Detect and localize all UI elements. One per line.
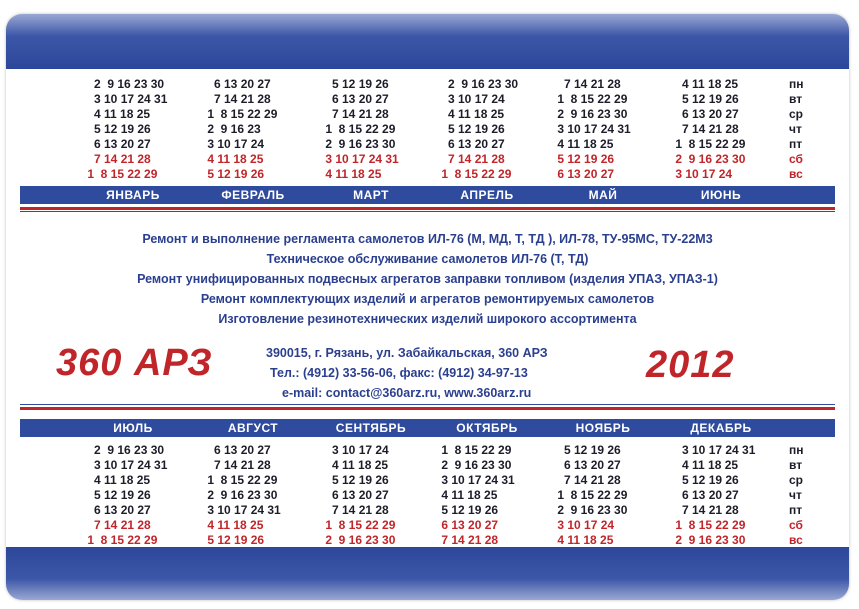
week-row: 4 11 18 25 bbox=[438, 488, 498, 502]
week-row: 2 9 16 23 30 bbox=[84, 77, 165, 91]
month-names-bar-top bbox=[20, 186, 835, 204]
week-row: 5 12 19 26 bbox=[84, 488, 151, 502]
week-row: 3 10 17 24 bbox=[438, 92, 505, 106]
red-stripe bbox=[20, 407, 835, 410]
month-name: НОЯБРЬ bbox=[575, 421, 631, 435]
week-row: 6 13 20 27 bbox=[672, 107, 739, 121]
company-logo: 360 АРЗ bbox=[56, 342, 213, 384]
week-row: 1 8 15 22 29 bbox=[322, 122, 396, 136]
weekday-label: пт bbox=[789, 137, 803, 151]
week-row: 5 12 19 26 bbox=[322, 473, 389, 487]
month-name: ИЮЛЬ bbox=[113, 421, 153, 435]
month-name: ОКТЯБРЬ bbox=[456, 421, 518, 435]
week-row: 6 13 20 27 bbox=[84, 503, 151, 517]
service-line: Техническое обслуживание самолетов ИЛ-76 (Т, ТД) bbox=[266, 252, 589, 266]
week-row: 7 14 21 28 bbox=[204, 92, 271, 106]
service-line: Ремонт унифицированных подвесных агрегатов заправки топливом (изделия УПАЗ, УПАЗ-1) bbox=[137, 272, 718, 286]
week-row: 2 9 16 23 30 bbox=[672, 533, 746, 547]
week-row: 2 9 16 23 30 bbox=[84, 443, 165, 457]
weekday-label: ср bbox=[789, 107, 804, 121]
week-row: 3 10 17 24 31 bbox=[84, 92, 168, 106]
week-row: 2 9 16 23 30 bbox=[672, 152, 746, 166]
week-row: 1 8 15 22 29 bbox=[84, 533, 158, 547]
week-row: 2 9 16 23 30 bbox=[554, 107, 628, 121]
calendar-year: 2012 bbox=[646, 344, 735, 386]
week-row: 5 12 19 26 bbox=[554, 152, 615, 166]
week-row: 2 9 16 23 30 bbox=[322, 137, 396, 151]
week-row: 7 14 21 28 bbox=[438, 533, 499, 547]
week-row: 1 8 15 22 29 bbox=[204, 107, 278, 121]
week-row: 6 13 20 27 bbox=[554, 458, 621, 472]
month-name: АВГУСТ bbox=[227, 421, 279, 435]
week-row: 3 10 17 24 bbox=[322, 443, 389, 457]
week-row: 7 14 21 28 bbox=[322, 503, 389, 517]
week-row: 2 9 16 23 30 bbox=[322, 533, 396, 547]
week-row: 4 11 18 25 bbox=[322, 458, 389, 472]
week-row: 6 13 20 27 bbox=[204, 77, 271, 91]
week-row: 1 8 15 22 29 bbox=[672, 518, 746, 532]
week-row: 1 8 15 22 29 bbox=[322, 518, 396, 532]
week-row: 6 13 20 27 bbox=[322, 92, 389, 106]
week-row: 3 10 17 24 bbox=[672, 167, 733, 181]
month-names-bar-bottom bbox=[20, 419, 835, 437]
weekday-label: сб bbox=[789, 152, 803, 166]
week-row: 4 11 18 25 bbox=[322, 167, 382, 181]
month-name: МАЙ bbox=[588, 188, 618, 202]
month-name: МАРТ bbox=[353, 188, 389, 202]
month-name: ФЕВРАЛЬ bbox=[221, 188, 285, 202]
top-blue-band bbox=[6, 14, 849, 69]
week-row: 5 12 19 26 bbox=[322, 77, 389, 91]
week-row: 1 8 15 22 29 bbox=[438, 167, 512, 181]
week-row: 6 13 20 27 bbox=[84, 137, 151, 151]
weekday-label: вт bbox=[789, 458, 803, 472]
weekday-label: пн bbox=[789, 77, 804, 91]
week-row: 4 11 18 25 bbox=[204, 518, 264, 532]
week-row: 2 9 16 23 30 bbox=[204, 488, 278, 502]
week-row: 2 9 16 23 30 bbox=[438, 458, 512, 472]
week-row: 5 12 19 26 bbox=[672, 473, 739, 487]
week-row: 1 8 15 22 29 bbox=[84, 167, 158, 181]
company-phone: Тел.: (4912) 33-56-06, факс: (4912) 34-97-13 bbox=[270, 366, 528, 380]
week-row: 7 14 21 28 bbox=[554, 77, 621, 91]
week-row: 4 11 18 25 bbox=[672, 77, 739, 91]
week-row: 3 10 17 24 31 bbox=[554, 122, 631, 136]
calendar-card bbox=[6, 14, 849, 600]
company-address: 390015, г. Рязань, ул. Забайкальская, 360 АРЗ bbox=[266, 346, 548, 360]
month-name: АПРЕЛЬ bbox=[460, 188, 514, 202]
weekday-label: пн bbox=[789, 443, 804, 457]
month-name: ИЮНЬ bbox=[700, 188, 742, 202]
week-row: 7 14 21 28 bbox=[84, 518, 151, 532]
week-row: 5 12 19 26 bbox=[554, 443, 621, 457]
week-row: 6 13 20 27 bbox=[204, 443, 271, 457]
week-row: 3 10 17 24 31 bbox=[84, 458, 168, 472]
company-email: e-mail: contact@360arz.ru, www.360arz.ru bbox=[282, 386, 532, 400]
weekday-label: ср bbox=[789, 473, 804, 487]
week-row: 1 8 15 22 29 bbox=[554, 488, 628, 502]
weekday-label: сб bbox=[789, 518, 803, 532]
week-row: 1 8 15 22 29 bbox=[554, 92, 628, 106]
week-row: 5 12 19 26 bbox=[204, 167, 265, 181]
week-row: 7 14 21 28 bbox=[84, 152, 151, 166]
week-row: 3 10 17 24 31 bbox=[672, 443, 756, 457]
weekday-label: вт bbox=[789, 92, 803, 106]
week-row: 3 10 17 24 bbox=[554, 518, 615, 532]
weekday-label: пт bbox=[789, 503, 803, 517]
week-row: 5 12 19 26 bbox=[672, 92, 739, 106]
week-row: 1 8 15 22 29 bbox=[204, 473, 278, 487]
week-row: 4 11 18 25 bbox=[672, 458, 739, 472]
week-row: 6 13 20 27 bbox=[438, 518, 499, 532]
week-row: 4 11 18 25 bbox=[554, 533, 614, 547]
week-row: 2 9 16 23 30 bbox=[554, 503, 628, 517]
month-name: ДЕКАБРЬ bbox=[690, 421, 752, 435]
week-row: 7 14 21 28 bbox=[322, 107, 389, 121]
week-row: 7 14 21 28 bbox=[438, 152, 505, 166]
weekday-label: чт bbox=[789, 488, 802, 502]
weekday-label: чт bbox=[789, 122, 802, 136]
weekday-label: вс bbox=[789, 167, 803, 181]
month-name: СЕНТЯБРЬ bbox=[335, 421, 407, 435]
week-row: 4 11 18 25 bbox=[84, 107, 151, 121]
week-row: 6 13 20 27 bbox=[322, 488, 389, 502]
blue-stripe bbox=[20, 404, 835, 405]
red-stripe bbox=[20, 207, 835, 210]
week-row: 5 12 19 26 bbox=[204, 533, 265, 547]
week-row: 7 14 21 28 bbox=[204, 458, 271, 472]
week-row: 7 14 21 28 bbox=[672, 503, 739, 517]
week-row: 7 14 21 28 bbox=[554, 473, 621, 487]
week-row: 4 11 18 25 bbox=[554, 137, 614, 151]
week-row: 6 13 20 27 bbox=[554, 167, 615, 181]
week-row: 4 11 18 25 bbox=[438, 107, 505, 121]
weekday-label: вс bbox=[789, 533, 803, 547]
week-row: 1 8 15 22 29 bbox=[672, 137, 746, 151]
week-row: 3 10 17 24 bbox=[204, 137, 265, 151]
service-line: Изготовление резинотехнических изделий широкого ассортимента bbox=[218, 312, 637, 326]
week-row: 3 10 17 24 31 bbox=[438, 473, 515, 487]
week-row: 6 13 20 27 bbox=[438, 137, 505, 151]
week-row: 4 11 18 25 bbox=[204, 152, 264, 166]
week-row: 4 11 18 25 bbox=[84, 473, 151, 487]
week-row: 3 10 17 24 31 bbox=[204, 503, 281, 517]
week-row: 5 12 19 26 bbox=[438, 503, 499, 517]
week-row: 3 10 17 24 31 bbox=[322, 152, 399, 166]
blue-stripe bbox=[20, 211, 835, 212]
week-row: 2 9 16 23 bbox=[204, 122, 261, 136]
month-name: ЯНВАРЬ bbox=[106, 188, 160, 202]
service-line: Ремонт комплектующих изделий и агрегатов ремонтируемых самолетов bbox=[200, 292, 655, 306]
week-row: 5 12 19 26 bbox=[438, 122, 505, 136]
service-line: Ремонт и выполнение регламента самолетов ИЛ-76 (М, МД, Т, ТД ), ИЛ-78, ТУ-95МС, ТУ-22М3 bbox=[142, 232, 713, 246]
week-row: 5 12 19 26 bbox=[84, 122, 151, 136]
week-row: 1 8 15 22 29 bbox=[438, 443, 512, 457]
week-row: 7 14 21 28 bbox=[672, 122, 739, 136]
week-row: 2 9 16 23 30 bbox=[438, 77, 519, 91]
week-row: 6 13 20 27 bbox=[672, 488, 739, 502]
bottom-blue-band bbox=[6, 547, 849, 600]
